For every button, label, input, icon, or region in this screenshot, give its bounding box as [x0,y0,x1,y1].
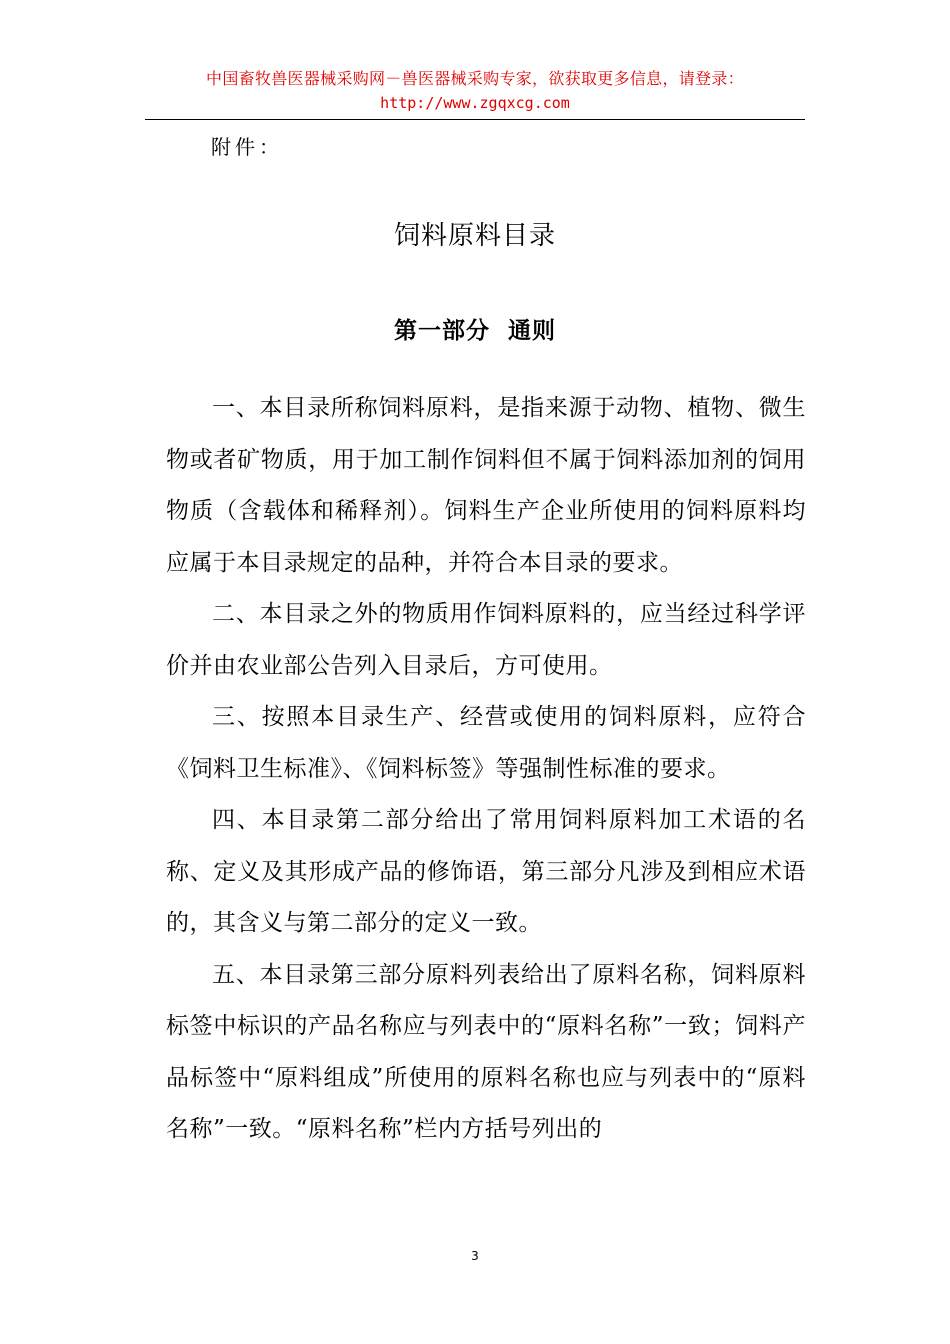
header-url-link[interactable]: http://www.zgqxcg.com [380,94,570,112]
paragraph-2: 二、本目录之外的物质用作饲料原料的，应当经过科学评价并由农业部公告列入目录后，方可使用。 [166,601,806,679]
paragraph-1: 一、本目录所称饲料原料，是指来源于动物、植物、微生物或者矿物质，用于加工制作饲料但不属于饲料添加剂的饲用物质（含载体和稀释剂）。饲料生产企业所使用的饲料原料均应属于本目录规定的品种，并符合本目录的要求。 [166,395,806,576]
page-number: 3 [471,1249,479,1263]
paragraph-5: 五、本目录第三部分原料列表给出了原料名称，饲料原料标签中标识的产品名称应与列表中的“原料名称”一致；饲料产品标签中“原料组成”所使用的原料名称也应与列表中的“原料名称”一致。“原料名称”栏内方括号列出的 [166,961,806,1142]
page-header [145,66,805,114]
header-divider [145,119,805,120]
paragraph-4: 四、本目录第二部分给出了常用饲料原料加工术语的名称、定义及其形成产品的修饰语，第三部分凡涉及到相应术语的，其含义与第二部分的定义一致。 [166,807,806,936]
document-title: 饲料原料目录 [393,221,556,251]
header-notice-text: 中国畜牧兽医器械采购网－兽医器械采购专家，欲获取更多信息，请登录： [206,69,744,88]
body-text [166,383,806,1156]
paragraph-3: 三、按照本目录生产、经营或使用的饲料原料，应符合《饲料卫生标准》、《饲料标签》等强制性标准的要求。 [166,704,806,782]
attachment-label: 附件： [211,135,283,159]
section-title: 第一部分 通则 [393,318,556,344]
